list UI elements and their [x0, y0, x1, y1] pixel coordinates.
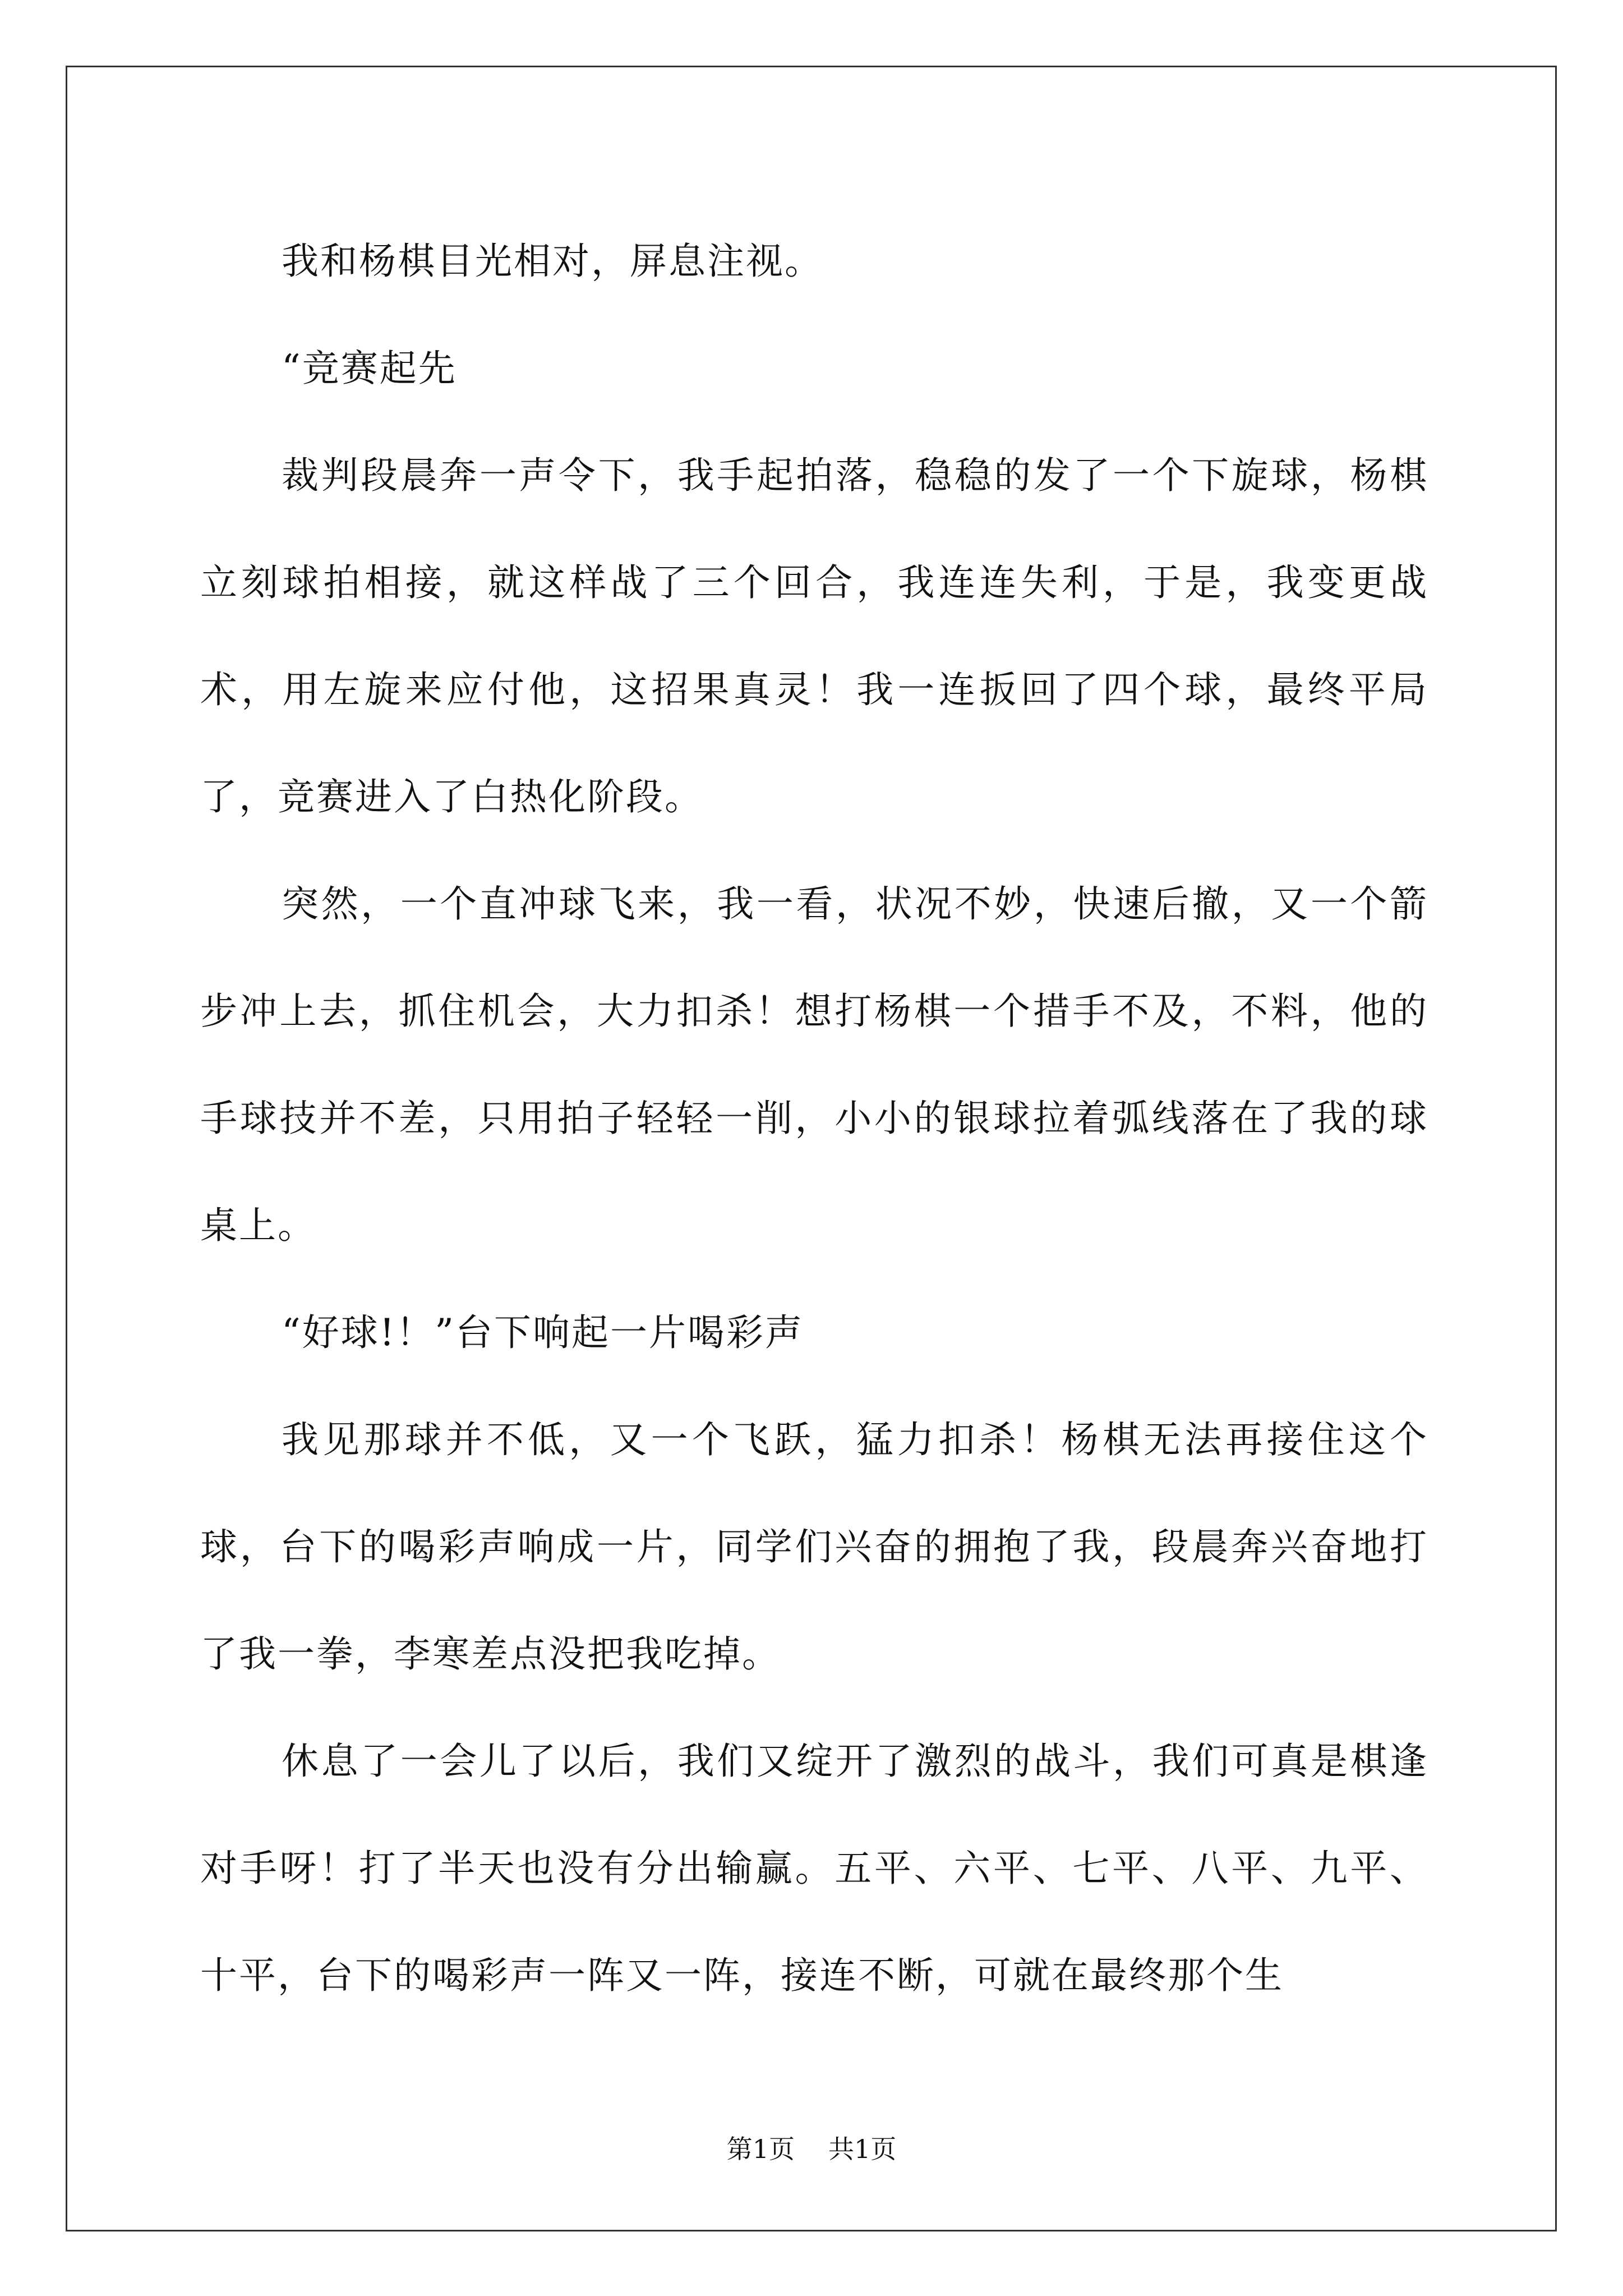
paragraph-3: 裁判段晨奔一声令下，我手起拍落，稳稳的发了一个下旋球，杨棋立刻球拍相接，就这样战了三个回合，我连连失利，于是，我变更战术，用左旋来应付他，这招果真灵！我一连扳回了四个球，最终平局了，竞赛进入了白热化阶段。 [200, 454, 1428, 818]
page-number-current: 第1页 [726, 2134, 795, 2164]
paragraph-2: “竞赛起先 [282, 347, 457, 390]
paragraph-7: 休息了一会儿了以后，我们又绽开了激烈的战斗，我们可真是棋逢对手呀！打了半天也没有分出输赢。五平、六平、七平、八平、九平、十平，台下的喝彩声一阵又一阵，接连不断，可就在最终那个生 [200, 1740, 1428, 1997]
page-footer [0, 2129, 1623, 2166]
document-body [200, 208, 1428, 2029]
paragraph-1: 我和杨棋目光相对，屏息注视。 [282, 240, 823, 283]
paragraph-4: 突然，一个直冲球飞来，我一看，状况不妙，快速后撤，又一个箭步冲上去，抓住机会，大力扣杀！想打杨棋一个措手不及，不料，他的手球技并不差，只用拍子轻轻一削，小小的银球拉着弧线落在了我的球桌上。 [200, 882, 1428, 1247]
paragraph-6: 我见那球并不低，又一个飞跃，猛力扣杀！杨棋无法再接住这个球，台下的喝彩声响成一片，同学们兴奋的拥抱了我，段晨奔兴奋地打了我一拳，李寒差点没把我吃掉。 [200, 1418, 1428, 1676]
page-number-total: 共1页 [828, 2134, 897, 2164]
paragraph-5: “好球!！”台下响起一片喝彩声 [282, 1311, 804, 1354]
